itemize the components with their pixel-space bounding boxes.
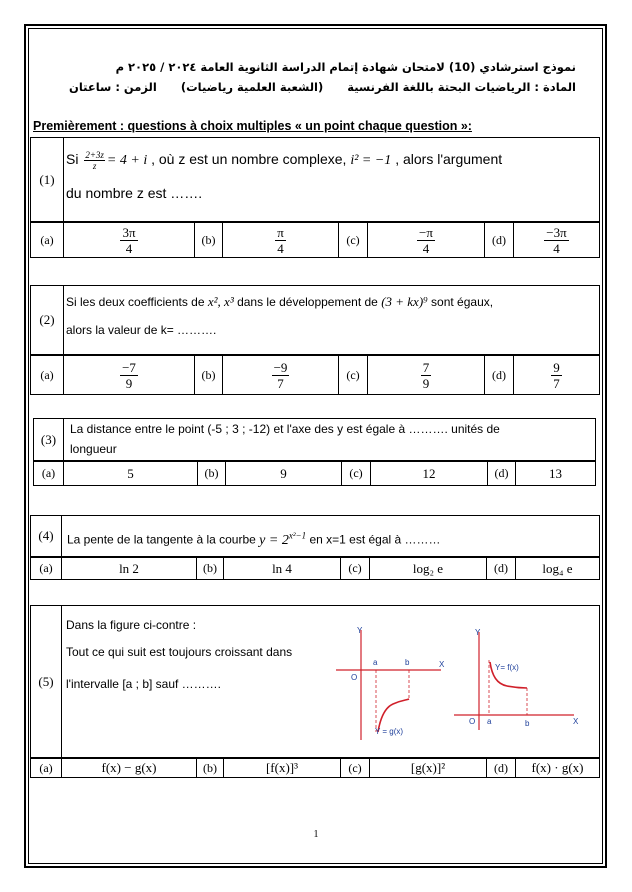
figure-f-graph <box>449 620 589 750</box>
exam-header-title: نموذج استرشادي (10) لامتحان شهادة إتمام الدراسة الثانوية العامة ٢٠٢٤ / ٢٠٢٥ م <box>115 60 576 74</box>
option-d[interactable]: $\frac{9}{7}$ <box>553 359 560 391</box>
q1-text-end: , alors l'argument <box>395 151 503 167</box>
option-label-a: (a) <box>31 356 64 394</box>
question-number: (4) <box>31 516 62 556</box>
q2-text-e: sont égaux, <box>431 295 494 309</box>
question-3-box <box>33 418 596 461</box>
q1-text-mid: , où z est un nombre complexe, <box>151 151 347 167</box>
q2-text-a: Si les deux coefficients de <box>66 295 205 309</box>
option-d[interactable]: log₄ e <box>542 560 573 576</box>
f-curve-label: Y= f(x) <box>495 663 519 672</box>
q4-text-c: en x=1 est égal à ……… <box>309 532 441 547</box>
option-c[interactable]: log₂ e <box>370 558 487 579</box>
page-number: 1 <box>313 829 319 840</box>
question-number: (1) <box>31 138 64 221</box>
q2-text-line2: alors la valeur de k= ………. <box>66 323 217 337</box>
option-label-b: (b) <box>195 223 223 257</box>
q1-equation: = 4 + i <box>106 153 148 168</box>
q1-i-squared: i² = −1 <box>350 153 392 168</box>
question-5-box <box>30 605 600 758</box>
q1-text-line2: du nombre z est ……. <box>66 185 203 201</box>
branch-label: (الشعبة العلمية رياضيات) <box>180 80 324 94</box>
option-label-d: (d) <box>488 462 516 485</box>
option-b[interactable]: [f(x)]³ <box>224 759 341 777</box>
q1-text-prefix: Si <box>66 151 79 167</box>
exam-header-subject <box>49 80 576 94</box>
option-d[interactable]: f(x) · g(x) <box>531 760 584 775</box>
option-a[interactable]: ln 2 <box>62 558 197 579</box>
q5-text-line2: Tout ce qui suit est toujours croissant dans <box>66 645 293 659</box>
option-b[interactable]: 9 <box>226 462 342 485</box>
question-3-options <box>33 461 596 486</box>
option-label-b: (b) <box>195 356 223 394</box>
g-y-label: Y <box>357 626 363 635</box>
option-label-b: (b) <box>197 759 224 777</box>
question-4-text <box>67 525 597 551</box>
q1-fraction: $\frac{2+3z}{z}$ <box>85 149 104 171</box>
question-2-box <box>30 285 600 355</box>
option-a[interactable]: 5 <box>64 462 198 485</box>
question-number: (5) <box>31 606 62 757</box>
g-origin-label: O <box>351 673 358 682</box>
question-2-text <box>66 289 596 345</box>
q2-expansion: (3 + kx)⁹ <box>381 294 428 309</box>
time-label: الزمن : ساعتان <box>69 80 157 94</box>
g-curve-label: Y = g(x) <box>375 727 404 736</box>
question-5-text <box>66 614 336 700</box>
option-label-c: (c) <box>342 462 371 485</box>
option-label-b: (b) <box>197 558 224 579</box>
question-1-text <box>66 142 596 208</box>
question-number: (3) <box>34 419 64 460</box>
option-c[interactable]: $\frac{-\pi}{4}$ <box>368 223 485 257</box>
f-y-label: Y <box>475 628 481 637</box>
option-label-a: (a) <box>34 462 64 485</box>
option-c[interactable]: 12 <box>371 462 488 485</box>
question-4-box <box>30 515 600 557</box>
f-a-label: a <box>487 717 492 726</box>
question-1-box <box>30 137 600 222</box>
q5-text-line1: Dans la figure ci-contre : <box>66 618 197 632</box>
option-label-d: (d) <box>485 356 514 394</box>
question-number: (2) <box>31 286 64 354</box>
q4-curve-equation: $y = 2^{x^2-1}$ <box>259 530 307 548</box>
q2-powers: x², x³ <box>207 294 234 309</box>
option-d[interactable]: $\frac{-3\pi}{4}$ <box>546 224 567 256</box>
option-b[interactable]: $\frac{\pi}{4}$ <box>223 223 339 257</box>
g-x-label: X <box>439 660 445 669</box>
q4-text-a: La pente de la tangente à la courbe <box>67 532 256 547</box>
option-b[interactable]: $\frac{-9}{7}$ <box>223 356 339 394</box>
option-label-c: (c) <box>341 759 370 777</box>
f-origin-label: O <box>469 717 476 726</box>
option-a[interactable]: f(x) − g(x) <box>62 759 197 777</box>
option-b[interactable]: ln 4 <box>224 558 341 579</box>
option-c[interactable]: [g(x)]² <box>370 759 487 777</box>
option-a[interactable]: $\frac{3\pi}{4}$ <box>64 223 195 257</box>
option-label-d: (d) <box>487 558 516 579</box>
option-label-d: (d) <box>485 223 514 257</box>
option-label-c: (c) <box>339 223 368 257</box>
question-3-text <box>70 419 595 459</box>
option-label-a: (a) <box>31 759 62 777</box>
option-d[interactable]: 13 <box>549 465 562 481</box>
q5-text-line3: l'intervalle [a ; b] sauf ………. <box>66 677 222 691</box>
option-label-d: (d) <box>487 759 516 777</box>
option-a[interactable]: $\frac{-7}{9}$ <box>64 356 195 394</box>
section-title: Premièrement : questions à choix multiples « un point chaque question »: <box>33 119 472 133</box>
question-4-options <box>30 557 600 580</box>
option-label-a: (a) <box>31 223 64 257</box>
figure-g-graph <box>331 620 451 750</box>
q2-text-c: dans le développement de <box>237 295 378 309</box>
f-x-label: X <box>573 717 579 726</box>
question-1-options <box>30 222 600 258</box>
q3-text-line2: longueur <box>70 442 117 456</box>
question-2-options <box>30 355 600 395</box>
q3-text-line1: La distance entre le point (-5 ; 3 ; -12) et l'axe des y est égale à ………. unités de <box>70 422 500 436</box>
g-a-label: a <box>373 658 378 667</box>
option-label-a: (a) <box>31 558 62 579</box>
option-label-c: (c) <box>341 558 370 579</box>
option-label-b: (b) <box>198 462 226 485</box>
question-5-options <box>30 758 600 778</box>
option-label-c: (c) <box>339 356 368 394</box>
f-b-label: b <box>525 719 530 728</box>
subject-label: المادة : الرياضيات البحتة باللغة الفرنسية <box>347 80 576 94</box>
g-b-label: b <box>405 658 410 667</box>
option-c[interactable]: $\frac{7}{9}$ <box>368 356 485 394</box>
